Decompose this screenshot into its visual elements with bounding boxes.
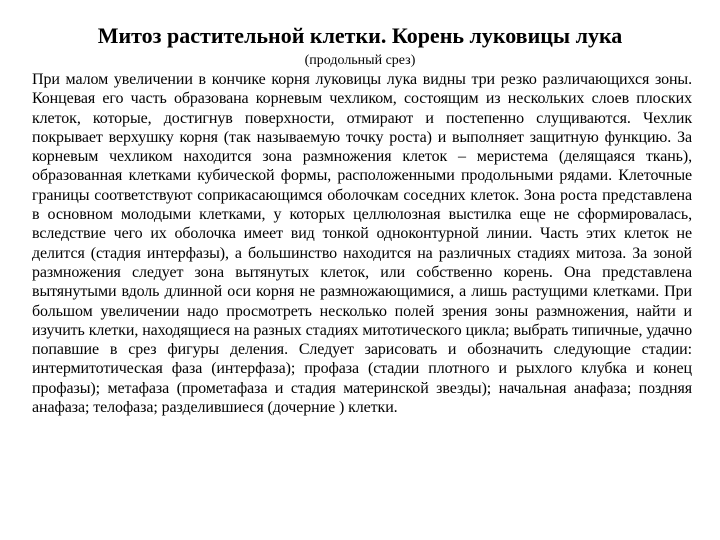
body-paragraph: При малом увеличении в кончике корня луковицы лука видны три резко различающихся зоны. Концевая его часть образована корневым чехликом, состоящим из нескольких слоев плоских клеток, которые, достигнув поверхности, отмирают и постепенно слущиваются. Чехлик покрывает верхушку корня (так называемую точку роста) и выполняет защитную функцию. За корневым чехликом находится зона размножения клеток – меристема (делящаяся ткань), образованная клетками кубической формы, расположенными продольными рядами. Клеточные границы соответствуют соприкасающимся оболочкам соседних клеток. Зона роста представлена в основном молодыми клетками, у которых целлюлозная выстилка еще не сформировалась, вследствие чего их оболочка имеет вид тонкой одноконтурной линии. Часть этих клеток не делится (стадия интерфазы), а большинство находится на различных стадиях митоза. За зоной размножения следует зона вытянутых клеток, или собственно корень. Она представлена вытянутыми вдоль длинной оси корня не размножающимися, а лишь растущими клетками. При большом увеличении надо просмотреть несколько полей зрения зоны размножения, найти и изучить клетки, находящиеся на разных стадиях митотического цикла; выбрать типичные, удачно попавшие в срез фигуры деления. Следует зарисовать и обозначить следующие стадии: интермитотическая фаза (интерфаза); профаза (стадии плотного и рыхлого клубка и конец профазы); метафаза (прометафаза и стадия материнской звезды); начальная анафаза; поздняя анафаза; телофаза; разделившиеся (дочерние ) клетки. [32,71,692,417]
page-subtitle: (продольный срез) [304,53,416,68]
page-title: Митоз растительной клетки. Корень луковицы лука [97,23,623,48]
